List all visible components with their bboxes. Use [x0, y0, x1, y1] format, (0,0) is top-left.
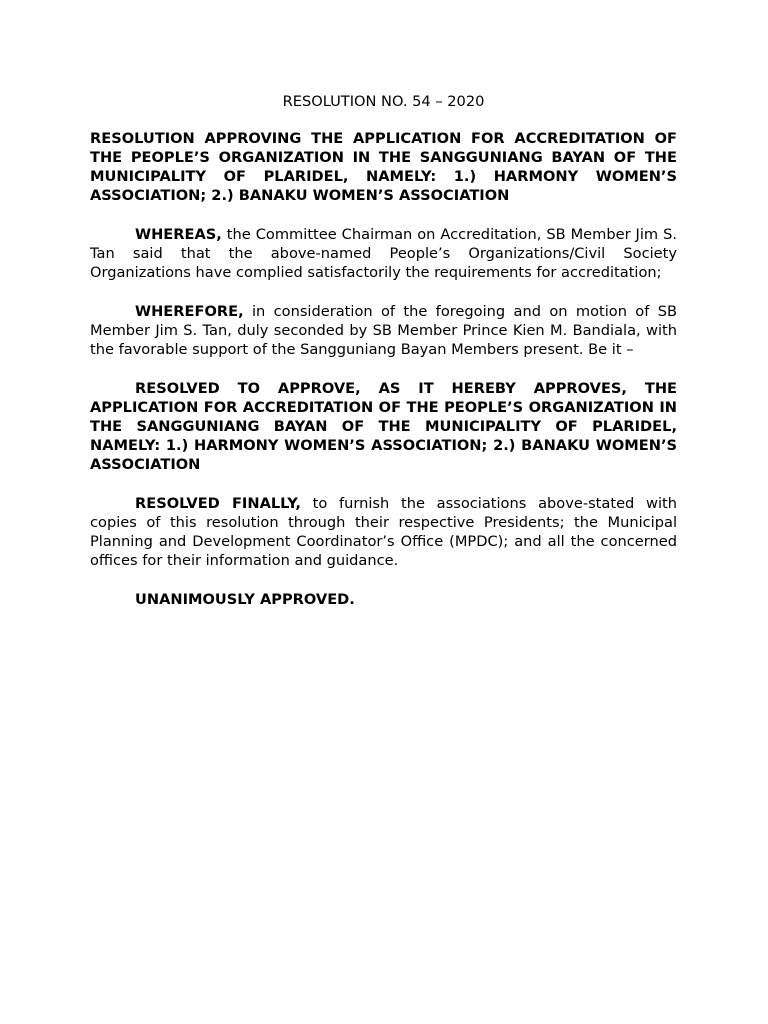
wherefore-paragraph [90, 302, 677, 359]
resolved-paragraph: RESOLVED TO APPROVE, AS IT HEREBY APPROVES, THE APPLICATION FOR ACCREDITATION OF THE PEOPLE’S ORGANIZATION IN THE SANGGUNIANG BAYAN OF THE MUNICIPALITY OF PLARIDEL, NAMELY: 1.) HARMONY WOMEN’S ASSOCIATION; 2.) BANAKU WOMEN’S ASSOCIATION [90, 380, 677, 473]
resolved-finally-text: to furnish the associations above-stated with copies of this resolution through their respective Presidents; the Municipal Planning and Development Coordinator’s Office (MPDC); and all the concerned offices for their information and guidance. [90, 495, 678, 569]
resolution-caption: RESOLUTION APPROVING THE APPLICATION FOR ACCREDITATION OF THE PEOPLE’S ORGANIZATION IN THE SANGGUNIANG BAYAN OF THE MUNICIPALITY OF PLARIDEL, NAMELY: 1.) HARMONY WOMEN’S ASSOCIATION; 2.) BANAKU WOMEN’S ASSOCIATION [90, 130, 677, 204]
whereas-lead: WHEREAS, [135, 226, 222, 243]
whereas-paragraph [90, 225, 677, 282]
document-page [90, 92, 677, 629]
unanimous-approval: UNANIMOUSLY APPROVED. [135, 591, 355, 608]
wherefore-lead: WHEREFORE, [135, 303, 244, 320]
resolved-finally-lead: RESOLVED FINALLY, [135, 495, 301, 512]
resolved-finally-paragraph [90, 494, 677, 570]
wherefore-text: in consideration of the foregoing and on motion of SB Member Jim S. Tan, duly seconded by SB Member Prince Kien M. Bandiala, with the favorable support of the Sangguniang Bayan Members present. Be it – [90, 303, 677, 358]
resolution-number-title: RESOLUTION NO. 54 – 2020 [282, 93, 485, 110]
whereas-text: the Committee Chairman on Accreditation, SB Member Jim S. Tan said that the above-named People’s Organizations/Civil Society Organizations have complied satisfactorily the requirements for accreditation; [90, 226, 677, 281]
